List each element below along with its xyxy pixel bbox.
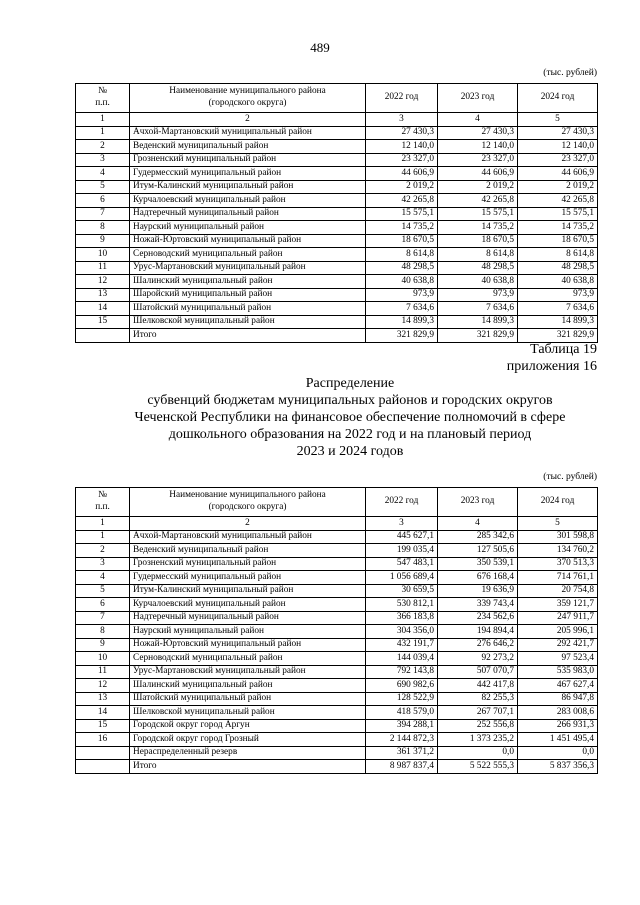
value-2023: 14 899,3 [438, 315, 518, 329]
row-number: 15 [76, 719, 130, 733]
table-row [76, 706, 598, 720]
district-name: Шелковской муниципальный район [130, 315, 366, 329]
table-row [76, 530, 598, 544]
district-name: Итум-Калинский муниципальный район [130, 180, 366, 194]
col-number: 4 [438, 113, 518, 127]
row-number: 4 [76, 571, 130, 585]
value-2022: 8 614,8 [366, 248, 438, 262]
value-2022: 2 019,2 [366, 180, 438, 194]
value-2024: 86 947,8 [518, 692, 598, 706]
district-name: Ножай-Юртовский муниципальный район [130, 234, 366, 248]
value-2023: 127 505,6 [438, 544, 518, 558]
value-2024: 5 837 356,3 [518, 760, 598, 774]
value-2023: 285 342,6 [438, 530, 518, 544]
value-2024: 7 634,6 [518, 302, 598, 316]
value-2024: 247 911,7 [518, 611, 598, 625]
value-2024: 535 983,0 [518, 665, 598, 679]
value-2022: 530 812,1 [366, 598, 438, 612]
table-row [76, 140, 598, 154]
table-row [76, 329, 598, 343]
value-2023: 973,9 [438, 288, 518, 302]
header-name-line2: (городского округа) [208, 98, 287, 108]
value-2024: 321 829,9 [518, 329, 598, 343]
col-number: 4 [438, 517, 518, 531]
district-name: Ножай-Юртовский муниципальный район [130, 638, 366, 652]
value-2024: 370 513,3 [518, 557, 598, 571]
value-2023: 252 556,8 [438, 719, 518, 733]
district-name: Нераспределенный резерв [130, 746, 366, 760]
district-name: Надтеречный муниципальный район [130, 611, 366, 625]
value-2024: 44 606,9 [518, 167, 598, 181]
value-2022: 12 140,0 [366, 140, 438, 154]
value-2024: 8 614,8 [518, 248, 598, 262]
row-number: 12 [76, 275, 130, 289]
value-2023: 2 019,2 [438, 180, 518, 194]
value-2024: 2 019,2 [518, 180, 598, 194]
district-name: Наурский муниципальный район [130, 625, 366, 639]
value-2024: 42 265,8 [518, 194, 598, 208]
value-2023: 12 140,0 [438, 140, 518, 154]
header-num-line2: п.п. [95, 98, 110, 108]
value-2023: 23 327,0 [438, 153, 518, 167]
column-number-row [76, 113, 598, 127]
col-number: 5 [518, 113, 598, 127]
value-2022: 199 035,4 [366, 544, 438, 558]
value-2023: 42 265,8 [438, 194, 518, 208]
district-name: Надтеречный муниципальный район [130, 207, 366, 221]
value-2022: 547 483,1 [366, 557, 438, 571]
district-name: Гудермесский муниципальный район [130, 571, 366, 585]
subsidy-table-2 [75, 487, 598, 774]
column-number-row [76, 517, 598, 531]
value-2022: 690 982,6 [366, 679, 438, 693]
row-number: 2 [76, 140, 130, 154]
header-name-line2: (городского округа) [208, 502, 287, 512]
value-2022: 48 298,5 [366, 261, 438, 275]
row-number: 3 [76, 557, 130, 571]
row-number: 9 [76, 234, 130, 248]
value-2024: 23 327,0 [518, 153, 598, 167]
col-number: 3 [366, 113, 438, 127]
district-name: Шелковской муниципальный район [130, 706, 366, 720]
table-row [76, 719, 598, 733]
value-2022: 128 522,9 [366, 692, 438, 706]
row-number: 10 [76, 248, 130, 262]
district-name: Ачхой-Мартановский муниципальный район [130, 530, 366, 544]
district-name: Курчалоевский муниципальный район [130, 598, 366, 612]
row-number: 13 [76, 288, 130, 302]
table-row [76, 557, 598, 571]
row-number: 8 [76, 221, 130, 235]
row-number: 4 [76, 167, 130, 181]
col-number: 2 [130, 517, 366, 531]
header-num-line1: № [98, 86, 107, 97]
value-2024: 283 008,6 [518, 706, 598, 720]
district-name: Гудермесский муниципальный район [130, 167, 366, 181]
table-row [76, 571, 598, 585]
row-number: 11 [76, 665, 130, 679]
value-2023: 48 298,5 [438, 261, 518, 275]
value-2024: 467 627,4 [518, 679, 598, 693]
value-2024: 301 598,8 [518, 530, 598, 544]
district-name: Городской округ город Грозный [130, 733, 366, 747]
table-row [76, 598, 598, 612]
value-2024: 18 670,5 [518, 234, 598, 248]
row-number: 3 [76, 153, 130, 167]
table-row [76, 746, 598, 760]
value-2024: 714 761,1 [518, 571, 598, 585]
value-2022: 15 575,1 [366, 207, 438, 221]
value-2023: 15 575,1 [438, 207, 518, 221]
title-line-3: Чеченской Республики на финансовое обеспечение полномочий в сфере [134, 410, 566, 425]
value-2022: 366 183,8 [366, 611, 438, 625]
value-2023: 194 894,4 [438, 625, 518, 639]
table-row [76, 275, 598, 289]
value-2023: 267 707,1 [438, 706, 518, 720]
district-name: Шалинский муниципальный район [130, 275, 366, 289]
table-row [76, 221, 598, 235]
value-2024: 205 996,1 [518, 625, 598, 639]
header-name [130, 84, 366, 113]
value-2024: 266 931,3 [518, 719, 598, 733]
table-row [76, 315, 598, 329]
table-row [76, 760, 598, 774]
row-number: 9 [76, 638, 130, 652]
table-row [76, 234, 598, 248]
header-2024: 2024 год [518, 84, 598, 113]
value-2022: 418 579,0 [366, 706, 438, 720]
district-name: Шалинский муниципальный район [130, 679, 366, 693]
value-2023: 676 168,4 [438, 571, 518, 585]
value-2022: 304 356,0 [366, 625, 438, 639]
table-row [76, 288, 598, 302]
col-number: 5 [518, 517, 598, 531]
table-row [76, 194, 598, 208]
value-2022: 18 670,5 [366, 234, 438, 248]
value-2022: 394 288,1 [366, 719, 438, 733]
col-number: 1 [76, 517, 130, 531]
value-2024: 97 523,4 [518, 652, 598, 666]
table-row [76, 261, 598, 275]
value-2023: 40 638,8 [438, 275, 518, 289]
table-title [60, 375, 640, 460]
table-row [76, 638, 598, 652]
value-2023: 339 743,4 [438, 598, 518, 612]
district-name: Урус-Мартановский муниципальный район [130, 261, 366, 275]
value-2024: 48 298,5 [518, 261, 598, 275]
value-2023: 19 636,9 [438, 584, 518, 598]
table-row [76, 733, 598, 747]
value-2022: 44 606,9 [366, 167, 438, 181]
table-row [76, 167, 598, 181]
table-row [76, 679, 598, 693]
units-label-table2: (тыс. рублей) [543, 472, 597, 482]
value-2024: 134 760,2 [518, 544, 598, 558]
value-2023: 82 255,3 [438, 692, 518, 706]
district-name: Веденский муниципальный район [130, 140, 366, 154]
district-name: Шатойский муниципальный район [130, 692, 366, 706]
value-2023: 0,0 [438, 746, 518, 760]
value-2022: 445 627,1 [366, 530, 438, 544]
table-header-row [76, 84, 598, 113]
value-2023: 92 273,2 [438, 652, 518, 666]
value-2023: 27 430,3 [438, 126, 518, 140]
col-number: 2 [130, 113, 366, 127]
row-number: 2 [76, 544, 130, 558]
value-2022: 144 039,4 [366, 652, 438, 666]
value-2023: 234 562,6 [438, 611, 518, 625]
value-2024: 359 121,7 [518, 598, 598, 612]
table-row [76, 665, 598, 679]
value-2024: 292 421,7 [518, 638, 598, 652]
district-name: Итого [130, 329, 366, 343]
value-2022: 7 634,6 [366, 302, 438, 316]
row-number: 13 [76, 692, 130, 706]
district-name: Веденский муниципальный район [130, 544, 366, 558]
table-row [76, 153, 598, 167]
header-num-line1: № [98, 490, 107, 501]
page-number: 489 [310, 40, 330, 55]
row-number: 7 [76, 611, 130, 625]
table-row [76, 126, 598, 140]
table-number: Таблица 19 [530, 342, 597, 357]
value-2023: 7 634,6 [438, 302, 518, 316]
header-2023: 2023 год [438, 84, 518, 113]
row-number: 12 [76, 679, 130, 693]
value-2022: 361 371,2 [366, 746, 438, 760]
row-number: 6 [76, 598, 130, 612]
row-number: 5 [76, 584, 130, 598]
appendix-number: приложения 16 [506, 359, 597, 374]
value-2024: 12 140,0 [518, 140, 598, 154]
header-2022: 2022 год [366, 488, 438, 517]
header-name-line1: Наименование муниципального района [169, 86, 326, 97]
header-2023: 2023 год [438, 488, 518, 517]
row-number: 1 [76, 126, 130, 140]
row-number: 7 [76, 207, 130, 221]
header-num [76, 488, 130, 517]
header-2022: 2022 год [366, 84, 438, 113]
table-row [76, 584, 598, 598]
value-2022: 8 987 837,4 [366, 760, 438, 774]
table-row [76, 248, 598, 262]
header-num-line2: п.п. [95, 502, 110, 512]
table-row [76, 302, 598, 316]
value-2024: 27 430,3 [518, 126, 598, 140]
col-number: 3 [366, 517, 438, 531]
title-line-1: Распределение [305, 376, 395, 391]
table-row [76, 207, 598, 221]
value-2022: 321 829,9 [366, 329, 438, 343]
value-2024: 0,0 [518, 746, 598, 760]
district-name: Грозненский муниципальный район [130, 153, 366, 167]
header-2024: 2024 год [518, 488, 598, 517]
row-number [76, 329, 130, 343]
value-2022: 23 327,0 [366, 153, 438, 167]
value-2022: 2 144 872,3 [366, 733, 438, 747]
value-2023: 442 417,8 [438, 679, 518, 693]
row-number: 14 [76, 302, 130, 316]
units-label-table1: (тыс. рублей) [543, 68, 597, 78]
value-2022: 432 191,7 [366, 638, 438, 652]
value-2022: 1 056 689,4 [366, 571, 438, 585]
row-number [76, 760, 130, 774]
row-number: 11 [76, 261, 130, 275]
title-line-4: дошкольного образования на 2022 год и на плановый период [168, 427, 532, 442]
row-number: 14 [76, 706, 130, 720]
subsidy-table-1 [75, 83, 598, 343]
header-name-line1: Наименование муниципального района [169, 490, 326, 501]
row-number: 8 [76, 625, 130, 639]
value-2022: 40 638,8 [366, 275, 438, 289]
value-2022: 14 899,3 [366, 315, 438, 329]
value-2022: 42 265,8 [366, 194, 438, 208]
table-row [76, 180, 598, 194]
district-name: Серноводский муниципальный район [130, 652, 366, 666]
value-2024: 973,9 [518, 288, 598, 302]
value-2022: 792 143,8 [366, 665, 438, 679]
value-2023: 1 373 235,2 [438, 733, 518, 747]
value-2023: 321 829,9 [438, 329, 518, 343]
title-line-5: 2023 и 2024 годов [296, 444, 404, 459]
row-number: 6 [76, 194, 130, 208]
row-number: 1 [76, 530, 130, 544]
value-2022: 973,9 [366, 288, 438, 302]
district-name: Городской округ город Аргун [130, 719, 366, 733]
value-2022: 30 659,5 [366, 584, 438, 598]
title-line-2: субвенций бюджетам муниципальных районов и городских округов [147, 393, 553, 408]
value-2023: 5 522 555,3 [438, 760, 518, 774]
col-number: 1 [76, 113, 130, 127]
table-caption [507, 341, 597, 375]
value-2023: 44 606,9 [438, 167, 518, 181]
district-name: Ачхой-Мартановский муниципальный район [130, 126, 366, 140]
table-row [76, 544, 598, 558]
row-number [76, 746, 130, 760]
district-name: Серноводский муниципальный район [130, 248, 366, 262]
table-row [76, 652, 598, 666]
header-name [130, 488, 366, 517]
row-number: 16 [76, 733, 130, 747]
district-name: Курчалоевский муниципальный район [130, 194, 366, 208]
district-name: Итого [130, 760, 366, 774]
value-2023: 8 614,8 [438, 248, 518, 262]
table-row [76, 625, 598, 639]
value-2024: 40 638,8 [518, 275, 598, 289]
row-number: 10 [76, 652, 130, 666]
row-number: 15 [76, 315, 130, 329]
value-2024: 14 735,2 [518, 221, 598, 235]
value-2023: 276 646,2 [438, 638, 518, 652]
value-2022: 27 430,3 [366, 126, 438, 140]
district-name: Наурский муниципальный район [130, 221, 366, 235]
table-header-row [76, 488, 598, 517]
value-2024: 1 451 495,4 [518, 733, 598, 747]
value-2023: 18 670,5 [438, 234, 518, 248]
value-2023: 350 539,1 [438, 557, 518, 571]
row-number: 5 [76, 180, 130, 194]
table-row [76, 611, 598, 625]
district-name: Урус-Мартановский муниципальный район [130, 665, 366, 679]
value-2024: 14 899,3 [518, 315, 598, 329]
district-name: Шатойский муниципальный район [130, 302, 366, 316]
value-2023: 507 070,7 [438, 665, 518, 679]
value-2024: 15 575,1 [518, 207, 598, 221]
district-name: Итум-Калинский муниципальный район [130, 584, 366, 598]
value-2023: 14 735,2 [438, 221, 518, 235]
district-name: Шаройский муниципальный район [130, 288, 366, 302]
table-row [76, 692, 598, 706]
district-name: Грозненский муниципальный район [130, 557, 366, 571]
header-num [76, 84, 130, 113]
value-2024: 20 754,8 [518, 584, 598, 598]
value-2022: 14 735,2 [366, 221, 438, 235]
